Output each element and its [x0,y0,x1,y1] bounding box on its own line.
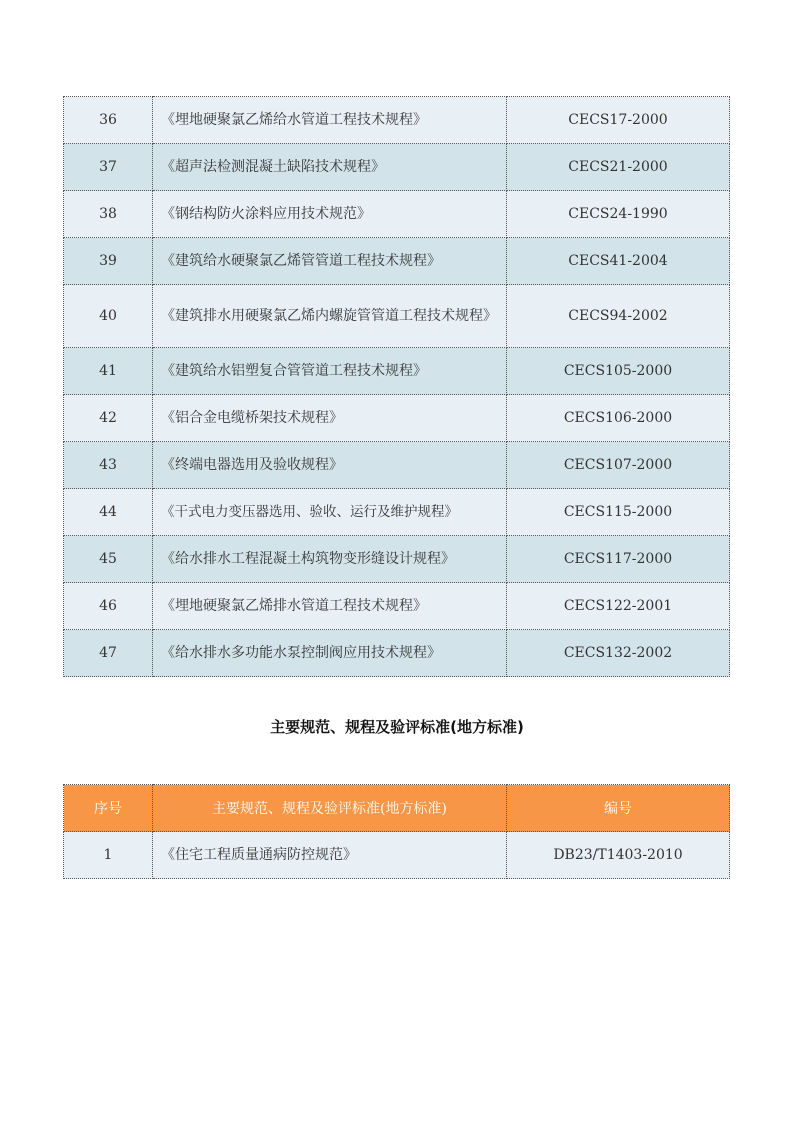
standard-name: 《终端电器选用及验收规程》 [153,442,507,489]
standard-name: 《干式电力变压器选用、验收、运行及维护规程》 [153,489,507,536]
row-number: 37 [64,144,153,191]
standard-code: CECS117-2000 [507,536,730,583]
table-row [64,583,730,630]
standard-code: CECS106-2000 [507,395,730,442]
row-number: 40 [64,285,153,348]
standard-code: CECS21-2000 [507,144,730,191]
header-code: 编号 [507,785,730,832]
table-row [64,489,730,536]
header-number: 序号 [64,785,153,832]
standard-code: CECS115-2000 [507,489,730,536]
row-number: 38 [64,191,153,238]
standard-name: 《给水排水工程混凝土构筑物变形缝设计规程》 [153,536,507,583]
row-number: 43 [64,442,153,489]
row-number: 41 [64,348,153,395]
table-row [64,285,730,348]
row-number: 44 [64,489,153,536]
standard-code: CECS24-1990 [507,191,730,238]
table-row [64,191,730,238]
table-row [64,832,730,879]
table-row [64,238,730,285]
standard-code: CECS17-2000 [507,97,730,144]
table-header-row [64,785,730,832]
standard-code: CECS107-2000 [507,442,730,489]
table-row [64,536,730,583]
standard-code: CECS122-2001 [507,583,730,630]
standard-name: 《建筑排水用硬聚氯乙烯内螺旋管管道工程技术规程》 [153,285,507,348]
standard-name: 《钢结构防火涂料应用技术规范》 [153,191,507,238]
table-row [64,395,730,442]
standard-code: CECS41-2004 [507,238,730,285]
row-number: 1 [64,832,153,879]
national-standards-table [63,96,730,677]
table-row [64,442,730,489]
standard-code: DB23/T1403-2010 [507,832,730,879]
standard-name: 《埋地硬聚氯乙烯排水管道工程技术规程》 [153,583,507,630]
local-standards-table [63,784,730,879]
standard-name: 《给水排水多功能水泵控制阀应用技术规程》 [153,630,507,677]
standard-code: CECS94-2002 [507,285,730,348]
section-title: 主要规范、规程及验评标准(地方标准) [270,718,524,736]
standard-name: 《建筑给水铝塑复合管管道工程技术规程》 [153,348,507,395]
table-row [64,630,730,677]
row-number: 39 [64,238,153,285]
row-number: 46 [64,583,153,630]
table-row [64,348,730,395]
standard-name: 《建筑给水硬聚氯乙烯管管道工程技术规程》 [153,238,507,285]
standard-code: CECS132-2002 [507,630,730,677]
row-number: 47 [64,630,153,677]
standard-name: 《超声法检测混凝土缺陷技术规程》 [153,144,507,191]
standard-name: 《住宅工程质量通病防控规范》 [153,832,507,879]
row-number: 42 [64,395,153,442]
table-row [64,144,730,191]
standard-name: 《铝合金电缆桥架技术规程》 [153,395,507,442]
header-name: 主要规范、规程及验评标准(地方标准) [153,785,507,832]
row-number: 36 [64,97,153,144]
table-row [64,97,730,144]
standard-code: CECS105-2000 [507,348,730,395]
standard-name: 《埋地硬聚氯乙烯给水管道工程技术规程》 [153,97,507,144]
row-number: 45 [64,536,153,583]
